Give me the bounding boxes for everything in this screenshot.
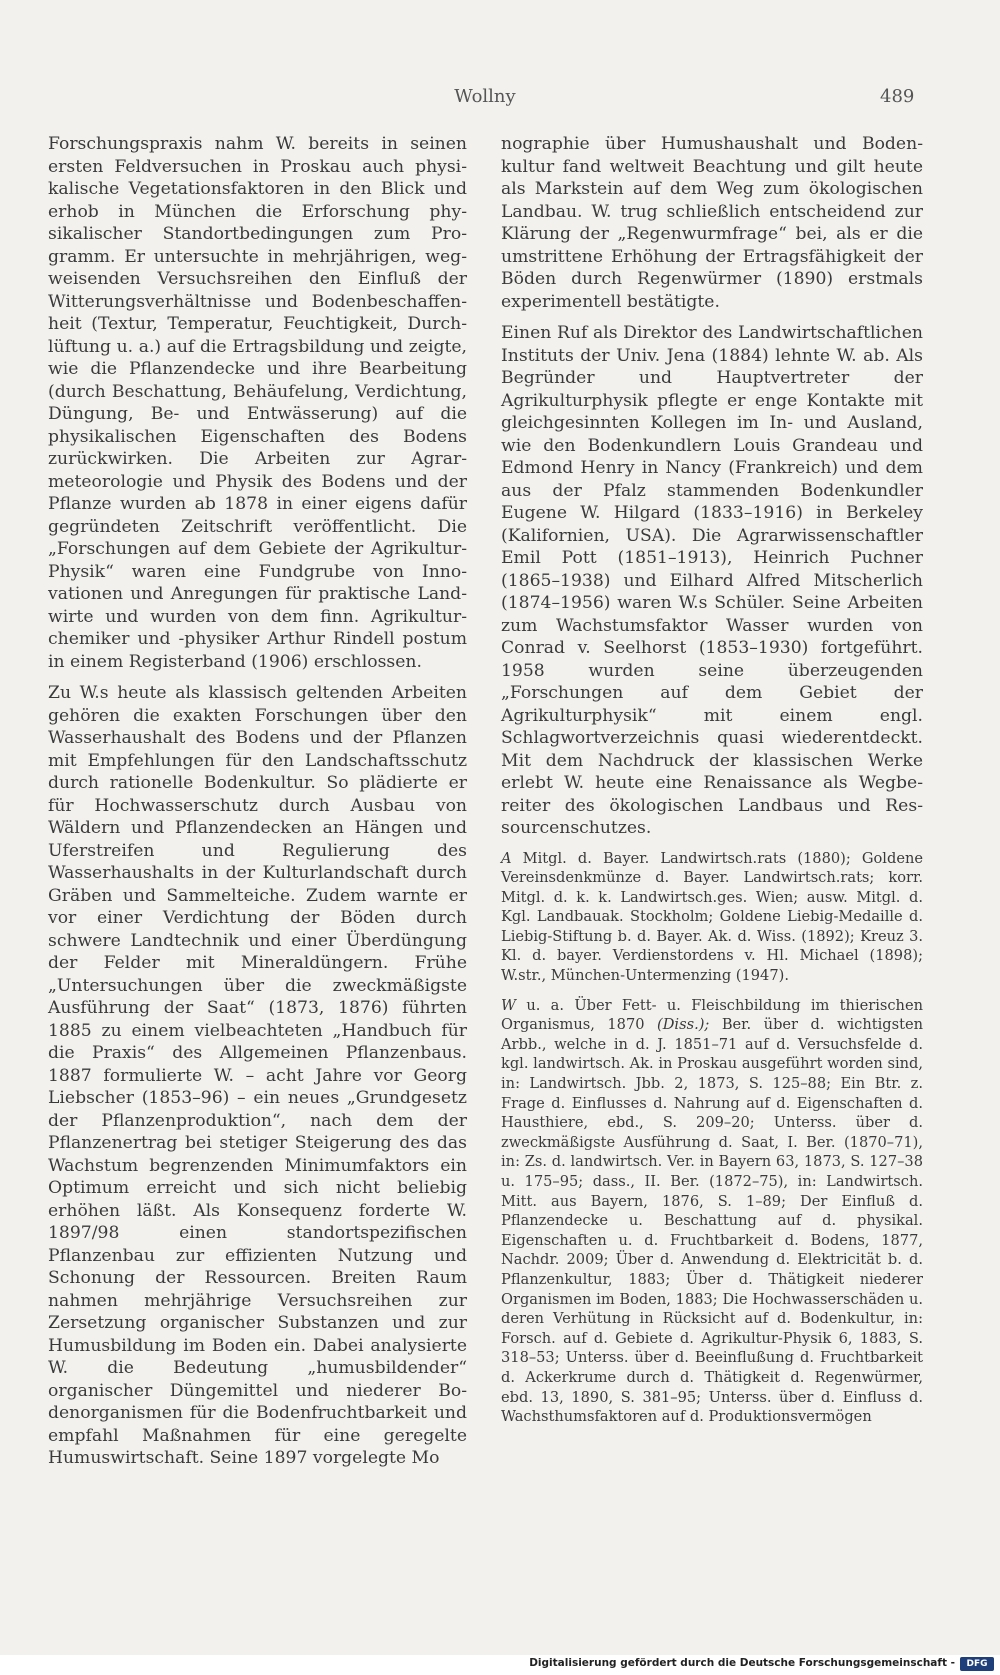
- works-text-1: u. a. Über Fett- u. Fleischbildung im thierischen Organismus, 1870: [501, 996, 923, 1034]
- awards-section: [501, 849, 923, 986]
- works-diss: (Diss.);: [657, 1016, 710, 1034]
- left-paragraph-2: Zu W.s heute als klassisch geltenden Arbeiten gehören die exakten Forschungen über den Wasserhaushalt des Bodens und der Pflanzen mit Empfehlungen für den Landschaftsschutz durch rationelle Bodenkultur. So plädierte er für Hochwasserschutz durch Ausbau von Wäldern und Pflanzendecken an Hängen und Uferstreifen und Regulierung des Wasserhaushalts in der Kulturlandschaft durch Gräben und Sammelteiche. Zudem warnte er vor einer Verdichtung der Böden durch schwere Landtechnik und einer Überdüngung der Felder mit Mineraldüngern. Frühe „Untersuchungen über die zweckmäßigste Ausführung der Saat“ (1873, 1876) führten 1885 zu einem vielbeachteten „Handbuch für die Praxis“ des Allgemeinen Pflanzenbaus. 1887 formulierte W. – acht Jahre vor Georg Liebscher (1853–96) – ein neues „Grundgesetz der Pflanzenproduktion“, nach dem der Pflanzenertrag bei stetiger Steigerung des das Wachstum begrenzenden Minimumfaktors ein Optimum erreicht und sich nicht beliebig erhöhen läßt. Als Konsequenz forderte W. 1897/98 einen standortspezifischen Pflanzenbau zur effizienten Nutzung und Schonung der Ressourcen. Breiten Raum nahmen mehrjährige Versuchsreihen zur Zersetzung organischer Substanzen und zur Humusbildung im Boden ein. Dabei analysierte W. die Bedeutung „humusbildender“ organischer Düngemittel und niederer Bodenorganismen für die Bodenfruchtbarkeit und empfahl Maßnahmen für eine geregelte Humuswirtschaft. Seine 1897 vorgelegte Mo: [48, 683, 467, 1468]
- left-paragraph-1: Forschungspraxis nahm W. bereits in seinen ersten Feldversuchen in Proskau auch physikalische Vegetationsfaktoren in den Blick und erhob in München die Erforschung physikalischer Standortbedingungen zum Programm. Er untersuchte in mehrjährigen, wegweisenden Versuchsreihen den Einfluß der Witterungsverhältnisse und Bodenbeschaffenheit (Textur, Temperatur, Feuchtigkeit, Durchlüftung u. a.) auf die Ertragsbildung und zeigte, wie die Pflanzendecke und ihre Bearbeitung (durch Beschattung, Behäufelung, Verdichtung, Düngung, Be- und Entwässerung) auf die physikalischen Eigenschaften des Bodens zurückwirken. Die Arbeiten zur Agrarmeteorologie und Physik des Bodens und der Pflanze wurden ab 1878 in einer eigens dafür gegründeten Zeitschrift veröffentlicht. Die „Forschungen auf dem Gebiete der Agrikultur-Physik“ waren eine Fundgrube von Innovationen und Anregungen für praktische Landwirte und wurden von dem finn. Agrikulturchemiker und -physiker Arthur Rindell postum in einem Registerband (1906) erschlossen.: [48, 134, 467, 672]
- awards-tag: A: [501, 849, 512, 867]
- right-paragraph-1: nographie über Humushaushalt und Bodenkultur fand weltweit Beachtung und gilt heute als Markstein auf dem Weg zum ökologischen Landbau. W. trug schließlich entscheidend zur Klärung der „Regenwurmfrage“ bei, als er die umstrittene Erhöhung der Ertragsfähigkeit der Böden durch Regenwürmer (1890) erstmals experimentell bestätigte.: [501, 134, 923, 312]
- footer-text: Digitalisierung gefördert durch die Deutsche Forschungsgemeinschaft -: [529, 1657, 955, 1669]
- digitization-footer: [0, 1655, 1000, 1675]
- awards-text: Mitgl. d. Bayer. Landwirtsch.rats (1880); Goldene Vereinsdenkmünze d. Bayer. Landwirtsch.rats; korr. Mitgl. d. k. k. Landwirtsch.ges. Wien; ausw. Mitgl. d. Kgl. Landbauak. Stockholm; Goldene Liebig-Medaille d. Liebig-Stiftung b. d. Bayer. Ak. d. Wiss. (1892); Kreuz 3. Kl. d. bayer. Verdienstordens v. Hl. Michael (1898); W.str., München-Untermenzing (1947).: [501, 849, 923, 985]
- works-tag: W: [501, 996, 516, 1014]
- page-header: [0, 86, 1000, 116]
- works-section: [501, 996, 923, 1427]
- left-column: [48, 133, 467, 1479]
- page-number: 489: [880, 86, 915, 107]
- right-paragraph-2: Einen Ruf als Direktor des Landwirtschaftlichen Instituts der Univ. Jena (1884) lehnte W. ab. Als Begründer und Hauptvertreter der Agrikulturphysik pflegte er enge Kontakte mit gleichgesinnten Kollegen im In- und Ausland, wie den Bodenkundlern Louis Grandeau und Edmond Henry in Nancy (Frankreich) und dem aus der Pfalz stammenden Bodenkundler Eugene W. Hilgard (1833–1916) in Berkeley (Kalifornien, USA). Die Agrarwissenschaftler Emil Pott (1851–1913), Heinrich Puchner (1865–1938) und Eilhard Alfred Mitscherlich (1874–1956) waren W.s Schüler. Seine Arbeiten zum Wachstumsfaktor Wasser wurden von Conrad v. Seelhorst (1853–1930) fortgeführt. 1958 wurden seine überzeugenden „Forschungen auf dem Gebiet der Agrikulturphysik“ mit einem engl. Schlagwortverzeichnis quasi wiederentdeckt. Mit dem Nachdruck der klassischen Werke erlebt W. heute eine Renaissance als Wegbereiter des ökologischen Landbaus und Ressourcenschutzes.: [501, 323, 923, 838]
- right-column: [501, 133, 923, 1437]
- works-text-2: Ber. über d. wichtigsten Arbb., welche in d. J. 1851–71 auf d. Versuchsfelde d. kgl. landwirtsch. Ak. in Proskau ausgeführt worden sind, in: Landwirtsch. Jbb. 2, 1873, S. 125–88; Ein Btr. z. Frage d. Einflusses d. Nahrung auf d. Eigenschaften d. Hausthiere, ebd., S. 209–20; Unterss. über d. zweckmäßigste Ausführung d. Saat, I. Ber. (1870–71), in: Zs. d. landwirtsch. Ver. in Bayern 63, 1873, S. 127–38 u. 175–95; dass., II. Ber. (1872–75), in: Landwirtsch. Mitt. aus Bayern, 1876, S. 1–89; Der Einfluß d. Pflanzendecke u. Beschattung auf d. physikal. Eigenschaften u. d. Fruchtbarkeit d. Bodens, 1877, Nachdr. 2009; Über d. Anwendung d. Elektricität b. d. Pflanzenkultur, 1883; Über d. Thätigkeit niederer Organismen im Boden, 1883; Die Hochwasserschäden u. deren Verhütung in Rücksicht auf d. Bodenkultur, in: Forsch. auf d. Gebiete d. Agrikultur-Physik 6, 1883, S. 318–53; Unterss. über d. Beeinflußung d. Fruchtbarkeit d. Ackerkrume durch d. Thätigkeit d. Regenwürmer, ebd. 13, 1890, S. 381–95; Unterss. über d. Einfluss d. Wachsthumsfaktoren auf d. Produktionsvermögen: [501, 1016, 923, 1426]
- running-title: Wollny: [454, 86, 516, 107]
- dfg-logo: DFG: [960, 1657, 994, 1671]
